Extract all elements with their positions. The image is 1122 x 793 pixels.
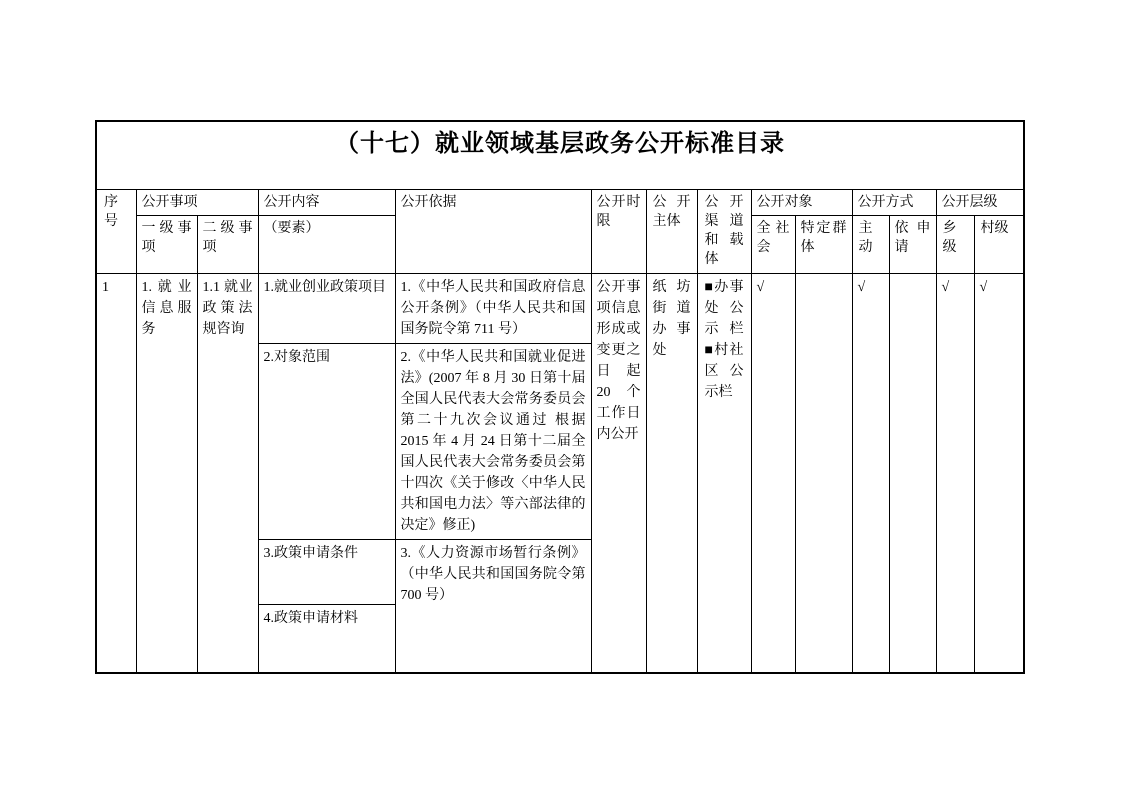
cell-method-proactive-check: √: [852, 273, 889, 673]
cell-target-specific-groups-check: [795, 273, 852, 673]
cell-content-2: 2.对象范围: [258, 343, 395, 539]
header-disclosure-subject: 公开主体: [646, 189, 697, 273]
data-row-subrow-1: [96, 273, 1024, 343]
cell-time-limit: 公开事项信息形成或变更之日起 20 个工作日内公开: [591, 273, 646, 673]
header-disclosure-content: 公开内容: [258, 189, 395, 215]
cell-level-village-check: √: [974, 273, 1024, 673]
cell-basis-1: 1.《中华人民共和国政府信息公开条例》（中华人民共和国国务院令第 711 号）: [395, 273, 591, 343]
header-disclosure-method: 公开方式: [852, 189, 936, 215]
cell-serial-number: 1: [96, 273, 136, 673]
cell-target-whole-society-check: √: [751, 273, 795, 673]
cell-level-township-check: √: [936, 273, 974, 673]
cell-basis-3: 3.《人力资源市场暂行条例》（中华人民共和国国务院令第 700 号）: [395, 539, 591, 673]
cell-channels-carriers: ■办事处公示栏 ■村社区公示栏: [697, 273, 751, 673]
header-level2-item: 二级事项: [197, 215, 258, 273]
cell-basis-2: 2.《中华人民共和国就业促进法》(2007 年 8 月 30 日第十届全国人民代表大会常务委员会第二十九次会议通过 根据 2015 年 4 月 24 日第十二届全国人民代表大会常务委员会第十四次《关于修改〈中华人民共和国电力法〉等六部法律的决定》修正): [395, 343, 591, 539]
header-upon-request: 依申请: [889, 215, 936, 273]
header-specific-groups: 特定群体: [795, 215, 852, 273]
header-disclosure-items: 公开事项: [136, 189, 258, 215]
cell-content-4: 4.政策申请材料: [258, 604, 395, 673]
header-disclosure-target: 公开对象: [751, 189, 852, 215]
header-channels-carriers: 公开渠道和载体: [697, 189, 751, 273]
header-whole-society: 全社会: [751, 215, 795, 273]
cell-method-upon-request-check: [889, 273, 936, 673]
cell-level2-item: 1.1 就业政策法规咨询: [197, 273, 258, 673]
header-proactive: 主动: [852, 215, 889, 273]
title-row: [96, 121, 1024, 189]
document-title: （十七）就业领域基层政务公开标准目录: [96, 121, 1024, 189]
header-disclosure-basis: 公开依据: [395, 189, 591, 273]
cell-subject: 纸坊街道办事处: [646, 273, 697, 673]
header-disclosure-level: 公开层级: [936, 189, 1024, 215]
header-serial-number: 序号: [96, 189, 136, 273]
header-village-level: 村级: [974, 215, 1024, 273]
header-township-level: 乡级: [936, 215, 974, 273]
cell-content-3: 3.政策申请条件: [258, 539, 395, 604]
header-elements: （要素）: [258, 215, 395, 273]
header-level1-item: 一级事项: [136, 215, 197, 273]
cell-content-1: 1.就业创业政策项目: [258, 273, 395, 343]
header-row-1: [96, 189, 1024, 215]
standards-directory-table: [95, 120, 1025, 674]
header-time-limit: 公开时限: [591, 189, 646, 273]
cell-level1-item: 1.就业信息服务: [136, 273, 197, 673]
